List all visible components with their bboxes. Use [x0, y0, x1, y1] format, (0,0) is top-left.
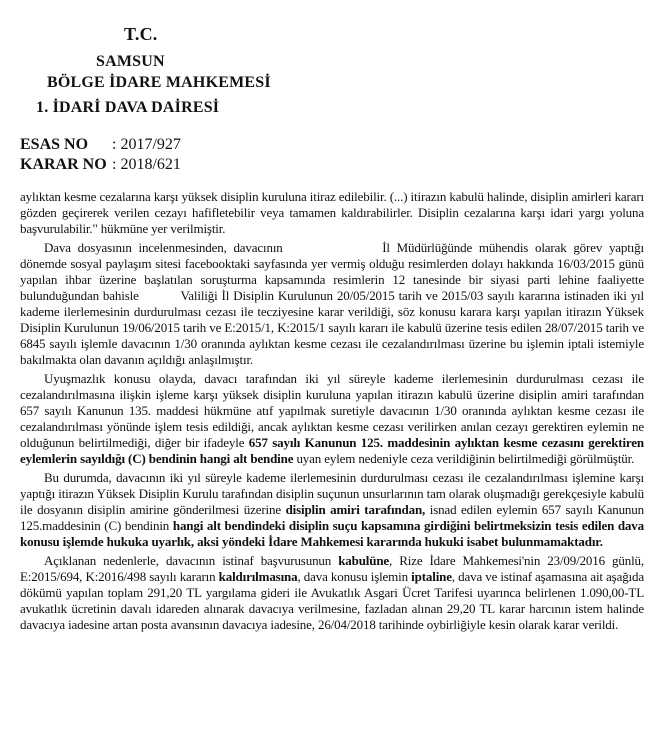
esas-no-label: ESAS NO	[20, 136, 89, 153]
paragraph-dispute	[20, 371, 644, 467]
paragraph-bold-text: 657 sayılı Kanunun 125. maddesinin aylıktan kesme cezasını gerektiren eylemlerin sayıldığı (C) bendinin hangi alt bendine	[20, 435, 645, 466]
esas-no-value: : 2017/927	[112, 136, 181, 153]
paragraph-text: İl Müdürlüğünde mühendis olarak görev yaptığı dönemde sosyal paylaşım sitesi facebooktaki sayfasında yer vermiş olduğu resimlerden dolayı hakkında 16/03/2015 günü yapılan ihbar üzerine başlatılan soruşturma kapsamında resimlerin 12 tanesinde bir siyasi parti lehine faaliyette bulunduğundan bahisle	[20, 240, 644, 303]
paragraph-judgment	[20, 553, 644, 633]
paragraph-legal-provision	[20, 189, 644, 237]
karar-no-row	[20, 156, 181, 174]
paragraph-text: Valiliği İl Disiplin Kurulunun 20/05/2015 tarih ve 2015/03 sayılı kararına istinaden iki yıl kademe ilerlemesinin durdurulması cezası ile tecziyesine karar verildiği, söz konusu karara karşı yapılan itirazın Yüksek Disiplin Kurulunun 19/06/2015 tarih ve E:2015/1, K:2015/1 sayılı kararı ile kabulü üzerine tesis edilen 28/07/2015 tarih ve 6845 sayılı işlemle davacının 1/30 oranında aylıktan kesme cezası ile cezalandırılması üzerine bu işlemin iptali istemiyle bakılmakta olan davanın açıldığı anlaşılmıştır.	[20, 288, 644, 367]
redacted-region	[289, 241, 375, 252]
header-tc: T.C.	[124, 24, 158, 44]
paragraph-text: Dava dosyasının incelenmesinden, davacının	[44, 240, 283, 255]
header-chamber: 1. İDARİ DAVA DAİRESİ	[36, 99, 220, 116]
header-court: BÖLGE İDARE MAHKEMESİ	[47, 74, 271, 91]
header-city: SAMSUN	[96, 53, 165, 70]
paragraph-bold-text: kaldırılmasına	[218, 569, 298, 584]
paragraph-text: , dava ve istinaf aşamasına ait aşağıda dökümü yapılan toplam 291,20 TL yargılama gideri ile Avukatlık Asgari Ücret Tarifesi uyarınca belirlenen 1.090,00-TL avukatlık ücretinin davalı idareden alınarak davacıya verilmesine, fazladan alınan 29,20 TL karar harcının istem halinde davacıya iadesine artan posta avansının davacıya iadesine, 26/04/2018 tarihinde oybirliğiyle kesin olarak karar verildi.	[20, 569, 644, 632]
paragraph-bold-text: iptaline	[411, 569, 452, 584]
paragraph-text: Bu durumda, davacının iki yıl süreyle kademe ilerlemesinin durdurulması cezası ile cezalandırılması işlemine karşı yaptığı itirazın Yüksek Disiplin Kurulu tarafından disiplin suçunun unsurlarının tam olarak oluşmadığı gerekçesiyle kabulü ile dosyanın disiplin amirine gönderilmesi üzerine	[20, 470, 644, 517]
paragraph-text: uyan eylem nedeniyle ceza verildiğinin belirtilmediği görülmüştür.	[296, 451, 635, 466]
paragraph-case-facts	[20, 240, 644, 368]
paragraph-bold-text: disiplin amiri tarafından,	[285, 502, 426, 517]
paragraph-text: isnad edilen eylemin 657 sayılı Kanunun 125.maddesinin (C) bendinin	[20, 502, 644, 533]
paragraph-bold-text: hangi alt bendindeki disiplin suçu kapsamına girdiğini belirtmeksizin tesis edilen dava konusu işlemde hukuka uyarlık, aksi yöndeki İdare Mahkemesi kararında hukuki isabet bulunmamaktadır.	[20, 518, 644, 549]
esas-no-row	[20, 136, 181, 154]
paragraph-text: Uyuşmazlık konusu olayda, davacı tarafından iki yıl süreyle kademe ilerlemesinin durdurulması cezası ile cezalandırılmasına ilişkin işleme karşı yüksek disiplin kuruluna yapılan itirazın kabulü üzerine disiplin amiri tarafından 657 sayılı Kanunun 135. maddesi hükmüne atıf yapılmak suretiyle davacının 1/30 oranında aylıktan kesme cezası ile cezalandırılması yönünde işlem tesis edildiği, ancak aylıktan kesme cezası verilirken anılan cezayı gerektiren eylemin ne olduğunun belirtilmediği, diğer bir ifadeyle	[20, 371, 644, 450]
karar-no-label: KARAR NO	[20, 156, 107, 173]
paragraph-text: Açıklanan nedenlerle, davacının istinaf başvurusunun	[44, 553, 332, 568]
redacted-region	[143, 290, 177, 300]
paragraph-text: aylıktan kesme cezalarına karşı yüksek disiplin kuruluna itiraz edilebilir. (...) itirazın kabulü halinde, disiplin amirleri kararı gözden geçirerek verilen cezayı hafifletebilir veya tamamen kaldırabilirler. Disiplin cezalarına karşı idari yargı yoluna başvurulabilir." hükmüne yer verilmiştir.	[20, 189, 644, 236]
paragraph-text: , dava konusu işlemin	[297, 569, 408, 584]
karar-no-value: : 2018/621	[112, 156, 181, 173]
paragraph-assessment	[20, 470, 644, 550]
paragraph-text: , Rize İdare Mahkemesi'nin 23/09/2016 günlü, E:2015/694, K:2016/498 sayılı kararın	[20, 553, 644, 584]
paragraph-bold-text: kabulüne	[338, 553, 390, 568]
decision-body	[20, 189, 644, 636]
